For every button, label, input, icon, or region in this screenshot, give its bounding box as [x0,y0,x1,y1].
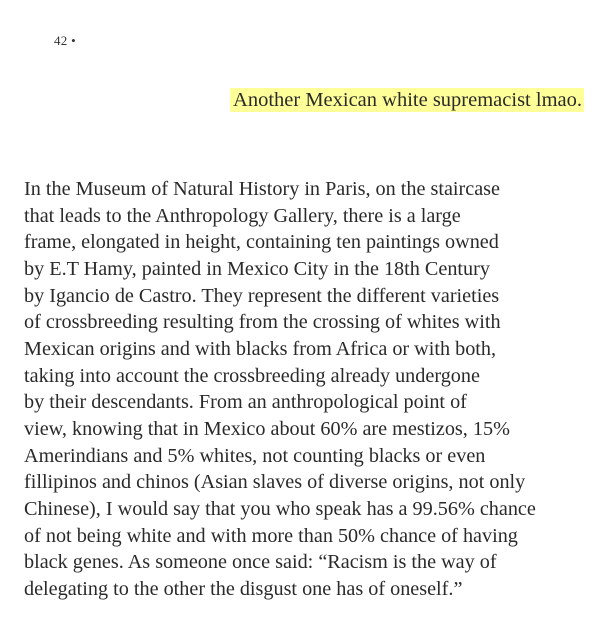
paragraph-line: of not being white and with more than 50% chance of having [24,524,518,547]
paragraph-line: by Igancio de Castro. They represent the different varieties [24,284,500,307]
highlighted-text[interactable]: Another Mexican white supremacist lmao. [230,88,584,112]
paragraph-line: Amerindians and 5% whites, not counting blacks or even [24,444,486,467]
paragraph-line: fillipinos and chinos (Asian slaves of diverse origins, not only [24,471,526,494]
paragraph-line: taking into account the crossbreeding already undergone [24,364,480,387]
paragraph-line: black genes. As someone once said: “Racism is the way of [24,551,497,574]
paragraph-line: frame, elongated in height, containing ten paintings owned [24,231,499,254]
paragraph-line: Mexican origins and with blacks from Africa or with both, [24,337,497,360]
page-number: 42 • [54,33,77,48]
paragraph-line: of crossbreeding resulting from the crossing of whites with [24,311,501,334]
paragraph-line: In the Museum of Natural History in Paris, on the staircase [24,178,500,200]
paragraph-line: delegating to the other the disgust one has of oneself.” [24,577,463,600]
paragraph-line: by their descendants. From an anthropological point of [24,391,467,414]
body-paragraph [24,176,584,603]
paragraph-line: by E.T Hamy, painted in Mexico City in the 18th Century [24,257,490,280]
paragraph-line: view, knowing that in Mexico about 60% are mestizos, 15% [24,417,510,440]
paragraph-line: that leads to the Anthropology Gallery, there is a large [24,204,461,227]
highlight-annotation [230,86,584,114]
paragraph-line: Chinese), I would say that you who speak has a 99.56% chance [24,497,536,520]
